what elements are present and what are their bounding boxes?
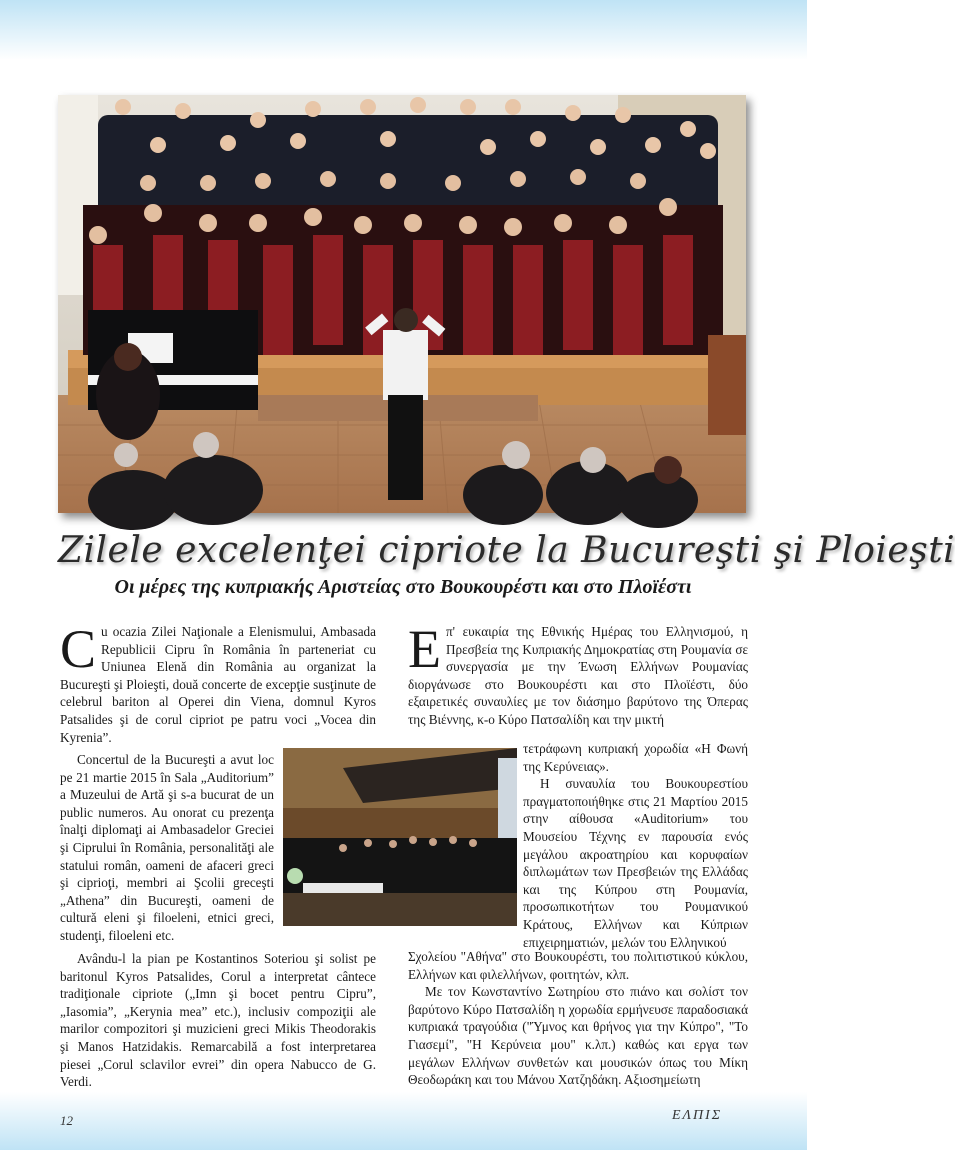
greek-text-2b: Σχολείου "Αθήνα" στο Βουκουρέστι, του πολιτιστικού κύκλου, Ελλήνων και φιλελλήνων, φοιτητών, κλπ. [408, 949, 748, 982]
magazine-name: ΕΛΠΙΣ [672, 1108, 723, 1123]
romanian-text-1: u ocazia Zilei Naţionale a Elenismului, Ambasada Republicii Cipru în România în parteneriat cu Uniunea Elenă din România au organizat la Bucureşti şi Ploieşti, două concerte de excepţie susţinute de celebrul bariton al Operei din Viena, domnul Kyros Patsalides şi de corul cipriot pe patru voci „Vocea din Kyrenia”. [60, 624, 376, 745]
greek-text-2: Η συναυλία του Βουκουρεστίου πραγματοποιήθηκε στις 21 Μαρτίου 2015 στην αίθουσα «Auditorium» του Μουσείου Τέχνης εν παρουσία ενός μεγάλου ακροατηρίου και κορυφαίων διπλωμάτων των Πρεσβειών της Ελλάδας και της Κύπρου στη Ρουμανία, προσωπικοτήτων του Ρουμανικού Κράτους, Ελλήνων και Κύπριων επιχειρηματιών, μελών του Ελληνικού [523, 776, 748, 950]
title-greek: Οι μέρες της κυπριακής Αριστείας στο Βουκουρέστι και στο Πλοϊέστι [114, 576, 692, 598]
greek-paragraph-2b [408, 948, 748, 1089]
greek-text-1: π' ευκαιρία της Εθνικής Ημέρας του Ελληνισμού, η Πρεσβεία της Κυπριακής Δημοκρατίας στη Ρουμανία σε συνεργασία με την Ένωση Ελλήνων Ρουμανίας διοργάνωσε στο Βουκουρέστι και στο Πλοϊέστι, δύο εξαιρετικές συναυλίες με τον διάσημο βαρύτονο της Όπερας της Βιέννης, κ-ο Κύρο Πατσαλίδη και την μικτή [408, 624, 748, 727]
title-romanian: Zilele excelenţei cipriote la Bucureşti şi Ploieşti [58, 530, 955, 571]
choir-photo [58, 95, 746, 513]
concert-hall-illustration [283, 748, 517, 926]
top-gradient-band [0, 0, 807, 60]
dropcap-greek: Ε [408, 619, 441, 679]
greek-text-1b: τετράφωνη κυπριακή χορωδία «Η Φωνή της Κερύνειας». [523, 741, 748, 774]
greek-text-3: Με τον Κωνσταντίνο Σωτηρίου στο πιάνο και σολίστ τον βαρύτονο Κύρο Πατσαλίδη η χορωδία ερμήνευσε παραδοσιακά κυπριακά τραγούδια ("Ύμνος και θρήνος για την Κύπρο", "Το Γιασεμί", "Η Κερύνεια μου" κ.λπ.) καθώς και εργα των μεγάλων Ελλήνων συνθετών και μουσικών όπως του Μίκη Θεοδωράκη και του Μάνου Χατζηδάκη. Αξιοσημείωτη [408, 984, 748, 1088]
greek-paragraph-1b [523, 740, 748, 951]
concert-hall-photo [283, 748, 517, 926]
romanian-paragraph-1 [60, 619, 376, 746]
dropcap-romanian: C [60, 619, 97, 679]
choir-photo-illustration [58, 95, 746, 513]
romanian-paragraph-2: Concertul de la Bucureşti a avut loc pe 21 martie 2015 în Sala „Auditorium” a Muzeului de Artă şi s-a bucurat de un public numeros. Au onorat cu prezenţa înalţi diplomaţi ai Ambasadelor Greciei şi Ciprului în România, personalităţi ale statului român, oameni de afaceri greci şi ciprioţi, membri ai Şcolii greceşti „Athena” din Bucureşti, oameni de cultură eleni şi filoeleni, etnici greci, studenţi, filoeleni etc. [60, 752, 274, 943]
greek-paragraph-1 [408, 619, 748, 729]
romanian-paragraph-3: Avându-l la pian pe Kostantinos Soteriou şi solist pe baritonul Kyros Patsalides, Corul a interpretat cântece tradiţionale cipriote („Imn şi bocet pentru Cipru”, „Iasomia”, „Kerynia mea” etc.), inclusiv compoziţii ale marilor compozitori şi muzicieni greci Mikis Theodorakis şi Manos Hatzidakis. Remarcabilă a fost interpretarea piesei „Corul sclavilor evrei” din opera Nabucco de G. Verdi. [60, 951, 376, 1090]
page-number: 12 [60, 1113, 73, 1128]
